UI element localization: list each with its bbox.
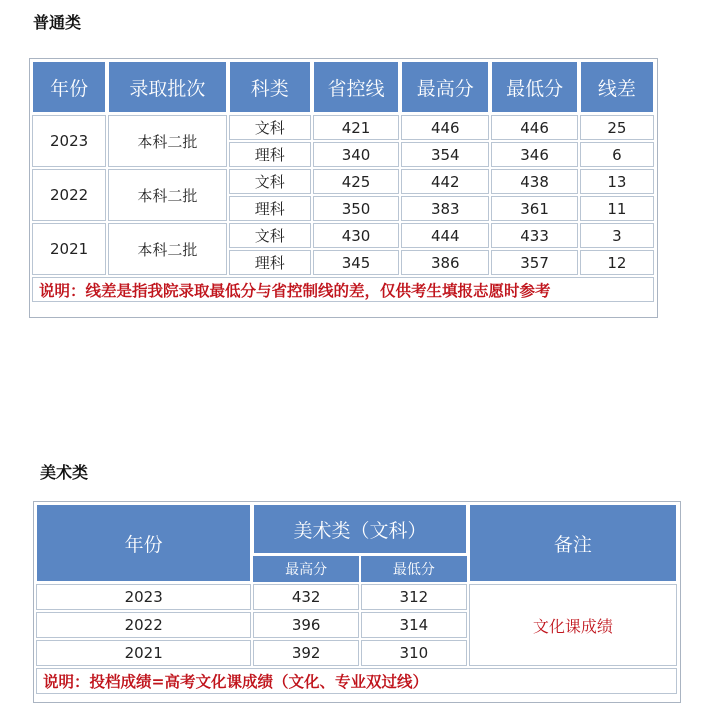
table-row [32,223,654,248]
min-cell: 446 [491,115,577,140]
header-year: 年份 [32,61,106,113]
note-row [36,668,677,694]
section-title-art: 美术类 [40,463,89,482]
max-cell: 354 [401,142,489,167]
header-min-score: 最低分 [491,61,577,113]
subject-cell: 理科 [229,142,311,167]
batch-cell: 本科二批 [108,223,226,275]
min-cell: 346 [491,142,577,167]
diff-cell: 6 [580,142,654,167]
control-cell: 430 [313,223,399,248]
header-year: 年份 [36,504,251,582]
header-max-score: 最高分 [401,61,489,113]
header-control-line: 省控线 [313,61,399,113]
table-row [32,115,654,140]
subject-cell: 文科 [229,115,311,140]
header-art-group: 美术类（文科） [253,504,466,554]
batch-cell: 本科二批 [108,169,226,221]
subject-cell: 文科 [229,223,311,248]
table-header-row [32,61,654,113]
header-batch: 录取批次 [108,61,226,113]
diff-cell: 11 [580,196,654,221]
min-cell: 361 [491,196,577,221]
table-header-row [36,504,677,554]
min-cell: 357 [491,250,577,275]
max-cell: 446 [401,115,489,140]
subject-cell: 文科 [229,169,311,194]
subject-cell: 理科 [229,196,311,221]
control-cell: 425 [313,169,399,194]
min-cell: 438 [491,169,577,194]
min-cell: 310 [361,640,467,666]
control-cell: 350 [313,196,399,221]
header-remark: 备注 [469,504,677,582]
diff-cell: 3 [580,223,654,248]
year-cell: 2022 [32,169,106,221]
control-cell: 421 [313,115,399,140]
table-row [36,584,677,610]
min-cell: 312 [361,584,467,610]
table-row [32,169,654,194]
control-cell: 340 [313,142,399,167]
header-min-score: 最低分 [361,556,467,582]
max-cell: 383 [401,196,489,221]
min-cell: 433 [491,223,577,248]
max-cell: 386 [401,250,489,275]
general-admission-table [30,59,656,304]
header-max-score: 最高分 [253,556,359,582]
year-cell: 2022 [36,612,251,638]
subject-cell: 理科 [229,250,311,275]
general-note: 说明：线差是指我院录取最低分与省控制线的差，仅供考生填报志愿时参考 [32,277,654,302]
control-cell: 345 [313,250,399,275]
batch-cell: 本科二批 [108,115,226,167]
diff-cell: 13 [580,169,654,194]
max-cell: 396 [253,612,359,638]
section-title-general: 普通类 [33,13,82,32]
year-cell: 2023 [36,584,251,610]
diff-cell: 25 [580,115,654,140]
header-line-diff: 线差 [580,61,654,113]
min-cell: 314 [361,612,467,638]
header-subject: 科类 [229,61,311,113]
diff-cell: 12 [580,250,654,275]
note-row [32,277,654,302]
year-cell: 2023 [32,115,106,167]
max-cell: 444 [401,223,489,248]
max-cell: 442 [401,169,489,194]
year-cell: 2021 [32,223,106,275]
art-admission-table [34,502,679,696]
year-cell: 2021 [36,640,251,666]
art-note: 说明：投档成绩=高考文化课成绩（文化、专业双过线） [36,668,677,694]
max-cell: 432 [253,584,359,610]
remark-cell: 文化课成绩 [469,584,677,666]
max-cell: 392 [253,640,359,666]
